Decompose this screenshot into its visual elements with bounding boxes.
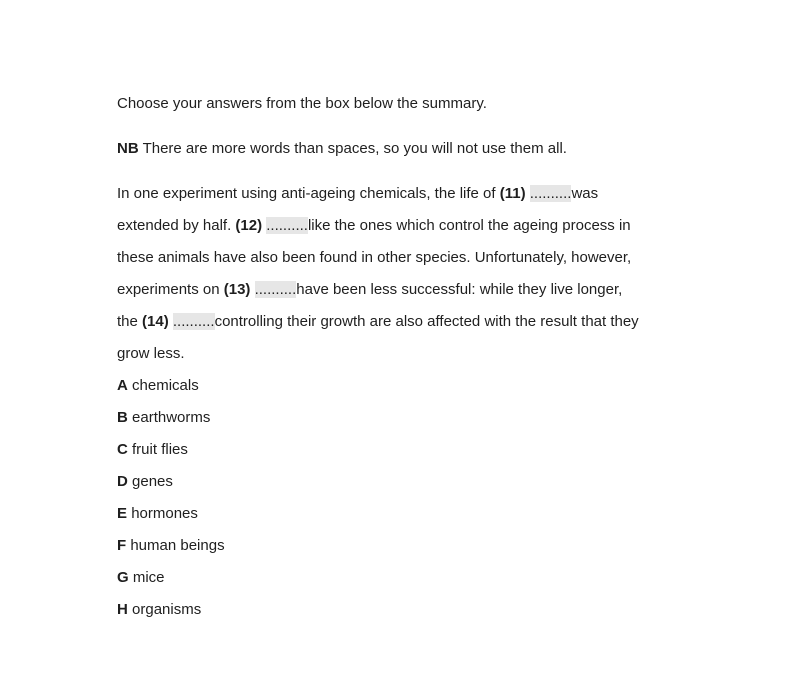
word-option	[117, 562, 769, 594]
summary-text: extended by half.	[117, 217, 236, 234]
option-word: earthworms	[132, 409, 211, 426]
question-number: (13)	[223, 281, 255, 298]
option-letter: B	[117, 409, 128, 426]
option-letter: C	[117, 441, 128, 458]
summary-text: these animals have also been found in other species. Unfortunately, however,	[117, 249, 632, 266]
option-letter: A	[117, 377, 128, 394]
word-option	[117, 402, 769, 434]
option-letter: H	[117, 601, 128, 618]
instruction-text: Choose your answers from the box below the summary.	[117, 95, 487, 112]
summary-paragraph	[117, 178, 769, 370]
word-option	[117, 370, 769, 402]
word-box	[117, 370, 769, 626]
option-letter: G	[117, 569, 129, 586]
summary-line	[117, 178, 769, 210]
option-word: genes	[132, 473, 173, 490]
option-word: fruit flies	[132, 441, 188, 458]
summary-text: like the ones which control the ageing process in	[307, 217, 631, 234]
question-number: (12)	[235, 217, 267, 234]
summary-line	[117, 210, 769, 242]
word-option	[117, 594, 769, 626]
summary-line	[117, 274, 769, 306]
word-option	[117, 466, 769, 498]
summary-text: grow less.	[117, 345, 185, 362]
nb-label: NB	[117, 140, 139, 157]
summary-text: was	[571, 185, 599, 202]
summary-text: experiments on	[117, 281, 224, 298]
option-word: human beings	[130, 537, 225, 554]
option-word: organisms	[132, 601, 202, 618]
option-word: chemicals	[132, 377, 199, 394]
answer-blank[interactable]: ..........	[172, 313, 215, 330]
note-line	[117, 133, 769, 165]
word-option	[117, 498, 769, 530]
summary-text: In one experiment using anti-ageing chemicals, the life of	[117, 185, 500, 202]
question-number: (14)	[142, 313, 173, 330]
option-letter: E	[117, 505, 128, 522]
answer-blank[interactable]: ..........	[529, 185, 572, 202]
option-letter: F	[117, 537, 127, 554]
option-letter: D	[117, 473, 128, 490]
summary-line	[117, 338, 769, 370]
answer-blank[interactable]: ..........	[254, 281, 297, 298]
summary-line	[117, 306, 769, 338]
question-number: (11)	[499, 185, 530, 202]
summary-line	[117, 242, 769, 274]
note-text: There are more words than spaces, so you will not use them all.	[142, 140, 567, 157]
summary-text: have been less successful: while they live longer,	[296, 281, 623, 298]
answer-blank[interactable]: ..........	[266, 217, 308, 234]
option-word: mice	[132, 569, 165, 586]
summary-text: controlling their growth are also affected with the result that they	[214, 313, 639, 330]
summary-text: the	[117, 313, 143, 330]
option-word: hormones	[131, 505, 198, 522]
word-option	[117, 530, 769, 562]
word-option	[117, 434, 769, 466]
